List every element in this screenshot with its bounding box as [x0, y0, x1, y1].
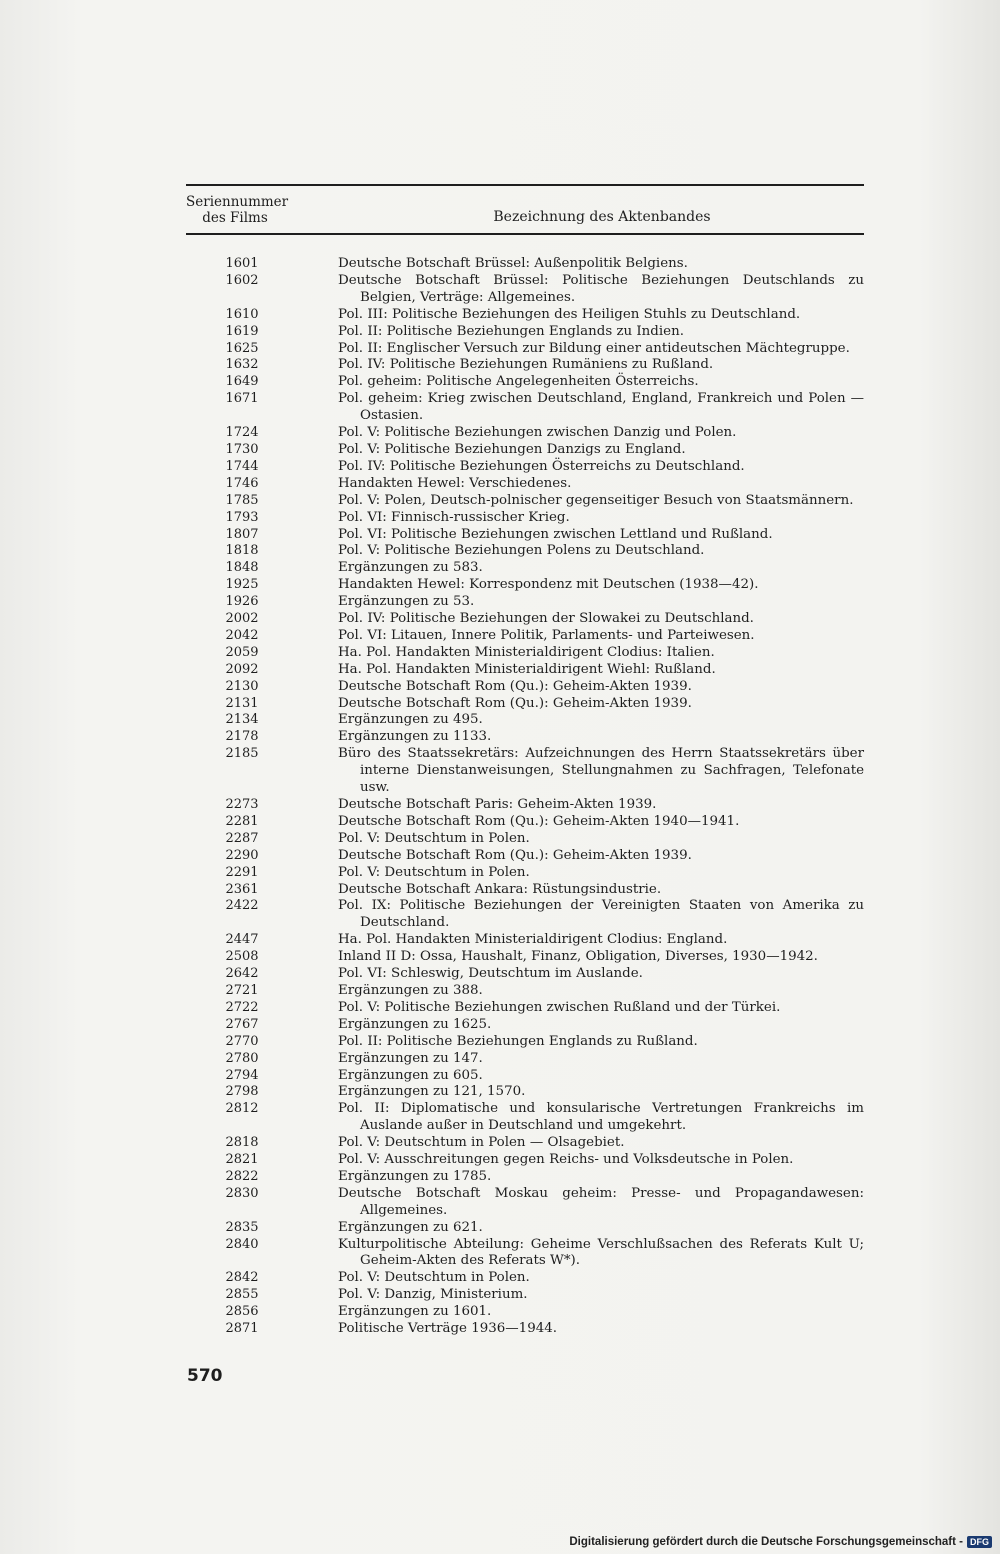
film-serial-number	[0, 307, 272, 324]
table-row	[0, 696, 1000, 713]
film-serial-number	[0, 1068, 272, 1085]
file-volume-description: Pol. IV: Politische Beziehungen Österreichs zu Deutschland.	[338, 458, 745, 474]
film-serial-number-text: 2422	[225, 898, 259, 914]
film-serial-number-text: 1601	[225, 256, 259, 271]
film-serial-number-text: 2812	[225, 1101, 259, 1117]
file-volume-description: Pol. II: Politische Beziehungen Englands zu Rußland.	[338, 1033, 698, 1049]
table-row	[0, 391, 1000, 425]
film-serial-number	[0, 1186, 272, 1220]
file-volume-description: Pol. geheim: Politische Angelegenheiten Österreichs.	[338, 374, 699, 390]
film-serial-number-text: 2134	[225, 712, 259, 728]
footer-text: Digitalisierung gefördert durch die Deutsche Forschungsgemeinschaft -	[569, 1536, 963, 1548]
film-serial-number-text: 2130	[225, 678, 259, 694]
file-volume-description: Pol. V: Deutschtum in Polen.	[338, 864, 530, 880]
film-serial-number-text: 2830	[225, 1185, 259, 1201]
film-serial-number	[0, 662, 272, 679]
file-volume-description: Pol. IX: Politische Beziehungen der Vereinigten Staaten von Amerika zu Deutschland.	[338, 898, 864, 931]
column-header-serial	[186, 194, 289, 226]
film-serial-number	[0, 493, 272, 510]
film-serial-number	[0, 1270, 272, 1287]
film-serial-number-text: 1724	[225, 425, 259, 441]
table-header-rule	[186, 233, 864, 235]
film-serial-number-text: 2361	[225, 881, 259, 897]
column-header-title: Bezeichnung des Aktenbandes	[493, 209, 711, 225]
table-row	[0, 273, 1000, 307]
file-volume-description: Ergänzungen zu 1785.	[338, 1168, 492, 1184]
film-serial-number-text: 1730	[225, 441, 259, 457]
table-row	[0, 459, 1000, 476]
film-serial-number-text: 1619	[225, 323, 259, 339]
film-serial-number	[0, 611, 272, 628]
table-row	[0, 543, 1000, 560]
table-row	[0, 882, 1000, 899]
film-serial-number-text: 1610	[225, 306, 259, 322]
film-serial-number	[0, 983, 272, 1000]
film-serial-number-text: 2508	[225, 949, 259, 965]
file-volume-description: Deutsche Botschaft Brüssel: Außenpolitik Belgiens.	[338, 256, 688, 271]
table-row	[0, 645, 1000, 662]
film-serial-number-text: 2835	[225, 1219, 259, 1235]
column-header-serial-line2: des Films	[202, 210, 268, 226]
film-serial-number-text: 1602	[225, 272, 259, 288]
film-serial-number-text: 2856	[225, 1304, 259, 1320]
film-serial-number	[0, 341, 272, 358]
table-row	[0, 527, 1000, 544]
film-serial-number-text: 1671	[225, 391, 259, 407]
film-serial-number-text: 2780	[225, 1050, 259, 1066]
film-serial-number	[0, 1135, 272, 1152]
file-volume-description: Kulturpolitische Abteilung: Geheime Verschlußsachen des Referats Kult U; Geheim-Akten des Referats W*).	[338, 1236, 864, 1269]
film-serial-number	[0, 1152, 272, 1169]
file-volume-description: Pol. V: Politische Beziehungen Danzigs zu England.	[338, 441, 686, 457]
film-serial-number	[0, 865, 272, 882]
film-serial-number	[0, 831, 272, 848]
film-serial-number-text: 1632	[225, 357, 259, 373]
table-row	[0, 1270, 1000, 1287]
file-volume-description: Handakten Hewel: Korrespondenz mit Deutschen (1938—42).	[338, 577, 759, 593]
film-serial-number	[0, 848, 272, 865]
table-row	[0, 814, 1000, 831]
table-row	[0, 679, 1000, 696]
film-serial-number-text: 2794	[225, 1067, 259, 1083]
file-volume-description: Deutsche Botschaft Ankara: Rüstungsindustrie.	[338, 881, 662, 897]
film-serial-number-text: 2840	[225, 1236, 259, 1252]
film-serial-number	[0, 797, 272, 814]
table-row	[0, 1304, 1000, 1321]
table-row	[0, 1034, 1000, 1051]
film-serial-number	[0, 543, 272, 560]
file-volume-description: Pol. V: Deutschtum in Polen.	[338, 1270, 530, 1286]
film-serial-number-text: 2002	[225, 611, 259, 627]
file-volume-description: Ergänzungen zu 388.	[338, 982, 483, 998]
film-serial-number-text: 2722	[225, 999, 259, 1015]
film-serial-number-text: 2287	[225, 830, 259, 846]
file-volume-description: Deutsche Botschaft Paris: Geheim-Akten 1939.	[338, 797, 657, 812]
film-serial-number	[0, 1101, 272, 1135]
film-serial-number-text: 2131	[225, 695, 259, 711]
film-serial-number	[0, 1034, 272, 1051]
file-volume-description: Ergänzungen zu 53.	[338, 594, 475, 610]
file-volume-description: Pol. II: Diplomatische und konsularische Vertretungen Frankreichs im Auslande außer in Deutschland und umgekehrt.	[338, 1101, 864, 1134]
film-serial-number	[0, 1304, 272, 1321]
file-volume-description: Inland II D: Ossa, Haushalt, Finanz, Obligation, Diverses, 1930—1942.	[338, 949, 818, 965]
film-serial-number	[0, 1084, 272, 1101]
table-row	[0, 1321, 1000, 1338]
table-row	[0, 949, 1000, 966]
table-row	[0, 493, 1000, 510]
film-serial-number-text: 2767	[225, 1016, 259, 1032]
table-row	[0, 1084, 1000, 1101]
film-serial-number	[0, 459, 272, 476]
file-volume-description: Ergänzungen zu 621.	[338, 1219, 483, 1235]
file-volume-description: Pol. IV: Politische Beziehungen der Slowakei zu Deutschland.	[338, 611, 754, 627]
file-volume-description: Ergänzungen zu 147.	[338, 1050, 483, 1066]
film-serial-number-text: 2447	[225, 932, 259, 948]
film-serial-number	[0, 898, 272, 932]
film-serial-number-text: 2281	[225, 813, 259, 829]
table-row	[0, 1000, 1000, 1017]
film-serial-number-text: 1926	[225, 594, 259, 610]
table-row	[0, 510, 1000, 527]
file-volume-description: Handakten Hewel: Verschiedenes.	[338, 475, 572, 491]
film-serial-number-text: 2185	[225, 746, 259, 762]
film-serial-number-text: 2855	[225, 1287, 259, 1303]
film-serial-number-text: 2842	[225, 1270, 259, 1286]
film-serial-number-text: 2770	[225, 1033, 259, 1049]
file-volume-description: Pol. II: Englischer Versuch zur Bildung einer antideutschen Mächtegruppe.	[338, 340, 850, 356]
film-serial-number	[0, 949, 272, 966]
file-volume-description: Ergänzungen zu 495.	[338, 712, 483, 728]
film-serial-number	[0, 729, 272, 746]
file-volume-description: Pol. V: Politische Beziehungen zwischen Rußland und der Türkei.	[338, 999, 781, 1015]
file-volume-description: Ha. Pol. Handakten Ministerialdirigent Wiehl: Rußland.	[338, 661, 716, 677]
table-row	[0, 983, 1000, 1000]
film-serial-number-text: 2291	[225, 864, 259, 880]
film-serial-number-text: 1848	[225, 560, 259, 576]
file-volume-description: Pol. VI: Schleswig, Deutschtum im Auslande.	[338, 966, 643, 982]
table-row	[0, 611, 1000, 628]
film-serial-number	[0, 1017, 272, 1034]
film-serial-number-text: 2290	[225, 847, 259, 863]
film-serial-number-text: 2273	[225, 797, 259, 812]
film-serial-number-text: 2642	[225, 966, 259, 982]
film-serial-number	[0, 560, 272, 577]
file-volume-description: Deutsche Botschaft Rom (Qu.): Geheim-Akten 1940—1941.	[338, 813, 740, 829]
file-volume-description: Pol. geheim: Krieg zwischen Deutschland, England, Frankreich und Polen — Ostasien.	[338, 391, 864, 424]
file-volume-description: Pol. II: Politische Beziehungen Englands zu Indien.	[338, 323, 684, 339]
table-row	[0, 966, 1000, 983]
table-row	[0, 357, 1000, 374]
file-volume-description: Deutsche Botschaft Moskau geheim: Presse- und Propagandawesen: Allgemeines.	[338, 1185, 864, 1218]
table-row	[0, 729, 1000, 746]
file-volume-description: Ergänzungen zu 121, 1570.	[338, 1084, 526, 1100]
film-serial-number-text: 2178	[225, 729, 259, 745]
table-row	[0, 1220, 1000, 1237]
file-volume-description: Deutsche Botschaft Rom (Qu.): Geheim-Akten 1939.	[338, 678, 692, 694]
film-serial-number-text: 1925	[225, 577, 259, 593]
film-serial-number-text: 2821	[225, 1152, 259, 1168]
file-volume-description: Pol. V: Politische Beziehungen zwischen Danzig und Polen.	[338, 425, 737, 441]
film-serial-number-text: 1625	[225, 340, 259, 356]
table-row	[0, 1287, 1000, 1304]
file-volume-description: Deutsche Botschaft Rom (Qu.): Geheim-Akten 1939.	[338, 695, 692, 711]
film-serial-number	[0, 679, 272, 696]
file-volume-description: Ergänzungen zu 1133.	[338, 729, 492, 745]
film-serial-number	[0, 645, 272, 662]
film-serial-number	[0, 696, 272, 713]
table-row	[0, 898, 1000, 932]
table-body	[0, 256, 1000, 1338]
table-row	[0, 1051, 1000, 1068]
film-serial-number	[0, 1051, 272, 1068]
table-row	[0, 1101, 1000, 1135]
film-serial-number	[0, 476, 272, 493]
table-row	[0, 1017, 1000, 1034]
table-row	[0, 848, 1000, 865]
film-serial-number-text: 2822	[225, 1168, 259, 1184]
table-top-rule	[186, 184, 864, 186]
film-serial-number-text: 1746	[225, 475, 259, 491]
film-serial-number	[0, 1000, 272, 1017]
table-row	[0, 374, 1000, 391]
table-row	[0, 341, 1000, 358]
file-volume-description: Büro des Staatssekretärs: Aufzeichnungen des Herrn Staatssekretärs über interne Dienstanweisungen, Stellungnahmen zu Sachfragen, Telefonate usw.	[338, 746, 864, 796]
file-volume-description: Ha. Pol. Handakten Ministerialdirigent Clodius: Italien.	[338, 644, 715, 660]
film-serial-number-text: 2721	[225, 982, 259, 998]
film-serial-number	[0, 256, 272, 273]
file-volume-description: Pol. VI: Litauen, Innere Politik, Parlaments- und Parteiwesen.	[338, 627, 755, 643]
file-volume-description: Pol. V: Ausschreitungen gegen Reichs- und Volksdeutsche in Polen.	[338, 1152, 794, 1168]
table-row	[0, 307, 1000, 324]
table-row	[0, 932, 1000, 949]
file-volume-description: Ha. Pol. Handakten Ministerialdirigent Clodius: England.	[338, 932, 728, 948]
table-row	[0, 1068, 1000, 1085]
film-serial-number	[0, 1169, 272, 1186]
table-row	[0, 476, 1000, 493]
film-serial-number-text: 2871	[225, 1321, 259, 1337]
table-row	[0, 442, 1000, 459]
table-row	[0, 1186, 1000, 1220]
file-volume-description: Deutsche Botschaft Brüssel: Politische Beziehungen Deutschlands zu Belgien, Verträge: Allgemeines.	[338, 272, 864, 305]
table-row	[0, 865, 1000, 882]
file-volume-description: Pol. VI: Politische Beziehungen zwischen Lettland und Rußland.	[338, 526, 773, 542]
file-volume-description: Pol. III: Politische Beziehungen des Heiligen Stuhls zu Deutschland.	[338, 306, 801, 322]
footer-credit	[569, 1536, 992, 1548]
table-row	[0, 1169, 1000, 1186]
film-serial-number	[0, 814, 272, 831]
film-serial-number-text: 1793	[225, 509, 259, 525]
film-serial-number	[0, 374, 272, 391]
file-volume-description: Deutsche Botschaft Rom (Qu.): Geheim-Akten 1939.	[338, 847, 692, 863]
film-serial-number-text: 1818	[225, 543, 259, 559]
film-serial-number	[0, 712, 272, 729]
table-row	[0, 577, 1000, 594]
film-serial-number-text: 1649	[225, 374, 259, 390]
file-volume-description: Ergänzungen zu 583.	[338, 560, 483, 576]
film-serial-number	[0, 425, 272, 442]
file-volume-description: Pol. IV: Politische Beziehungen Rumäniens zu Rußland.	[338, 357, 714, 373]
table-row	[0, 324, 1000, 341]
column-header-serial-line1: Seriennummer	[186, 194, 289, 210]
page-number: 570	[187, 1366, 223, 1386]
file-volume-description: Pol. V: Politische Beziehungen Polens zu Deutschland.	[338, 543, 705, 559]
table-row	[0, 662, 1000, 679]
film-serial-number	[0, 1237, 272, 1271]
film-serial-number	[0, 932, 272, 949]
film-serial-number-text: 2042	[225, 627, 259, 643]
table-row	[0, 560, 1000, 577]
file-volume-description: Pol. VI: Finnisch-russischer Krieg.	[338, 509, 570, 525]
film-serial-number	[0, 324, 272, 341]
film-serial-number	[0, 1321, 272, 1338]
table-row	[0, 425, 1000, 442]
film-serial-number-text: 1744	[225, 458, 259, 474]
table-row	[0, 594, 1000, 611]
film-serial-number	[0, 882, 272, 899]
film-serial-number	[0, 510, 272, 527]
file-volume-description: Ergänzungen zu 1625.	[338, 1016, 492, 1032]
film-serial-number	[0, 1287, 272, 1304]
file-volume-description: Ergänzungen zu 605.	[338, 1067, 483, 1083]
table-row	[0, 1135, 1000, 1152]
file-volume-description: Pol. V: Deutschtum in Polen — Olsagebiet.	[338, 1135, 625, 1151]
file-volume-description: Pol. V: Danzig, Ministerium.	[338, 1287, 528, 1303]
dfg-logo-icon: DFG	[967, 1536, 992, 1548]
file-volume-description: Pol. V: Deutschtum in Polen.	[338, 830, 530, 846]
film-serial-number	[0, 746, 272, 797]
film-serial-number	[0, 391, 272, 425]
file-volume-description: Ergänzungen zu 1601.	[338, 1304, 492, 1320]
film-serial-number	[0, 442, 272, 459]
film-serial-number-text: 2798	[225, 1084, 259, 1100]
film-serial-number	[0, 628, 272, 645]
film-serial-number-text: 2092	[225, 661, 259, 677]
film-serial-number	[0, 527, 272, 544]
film-serial-number	[0, 357, 272, 374]
film-serial-number-text: 2818	[225, 1135, 259, 1151]
table-row	[0, 256, 1000, 273]
film-serial-number-text: 2059	[225, 644, 259, 660]
table-row	[0, 628, 1000, 645]
table-row	[0, 1237, 1000, 1271]
film-serial-number	[0, 273, 272, 307]
film-serial-number	[0, 966, 272, 983]
file-volume-description: Pol. V: Polen, Deutsch-polnischer gegenseitiger Besuch von Staatsmännern.	[338, 492, 854, 508]
table-row	[0, 712, 1000, 729]
film-serial-number	[0, 594, 272, 611]
table-row	[0, 797, 1000, 814]
film-serial-number	[0, 1220, 272, 1237]
film-serial-number-text: 1807	[225, 526, 259, 542]
table-row	[0, 831, 1000, 848]
file-volume-description: Politische Verträge 1936—1944.	[338, 1321, 558, 1337]
table-row	[0, 746, 1000, 797]
table-row	[0, 1152, 1000, 1169]
film-serial-number	[0, 577, 272, 594]
film-serial-number-text: 1785	[225, 492, 259, 508]
